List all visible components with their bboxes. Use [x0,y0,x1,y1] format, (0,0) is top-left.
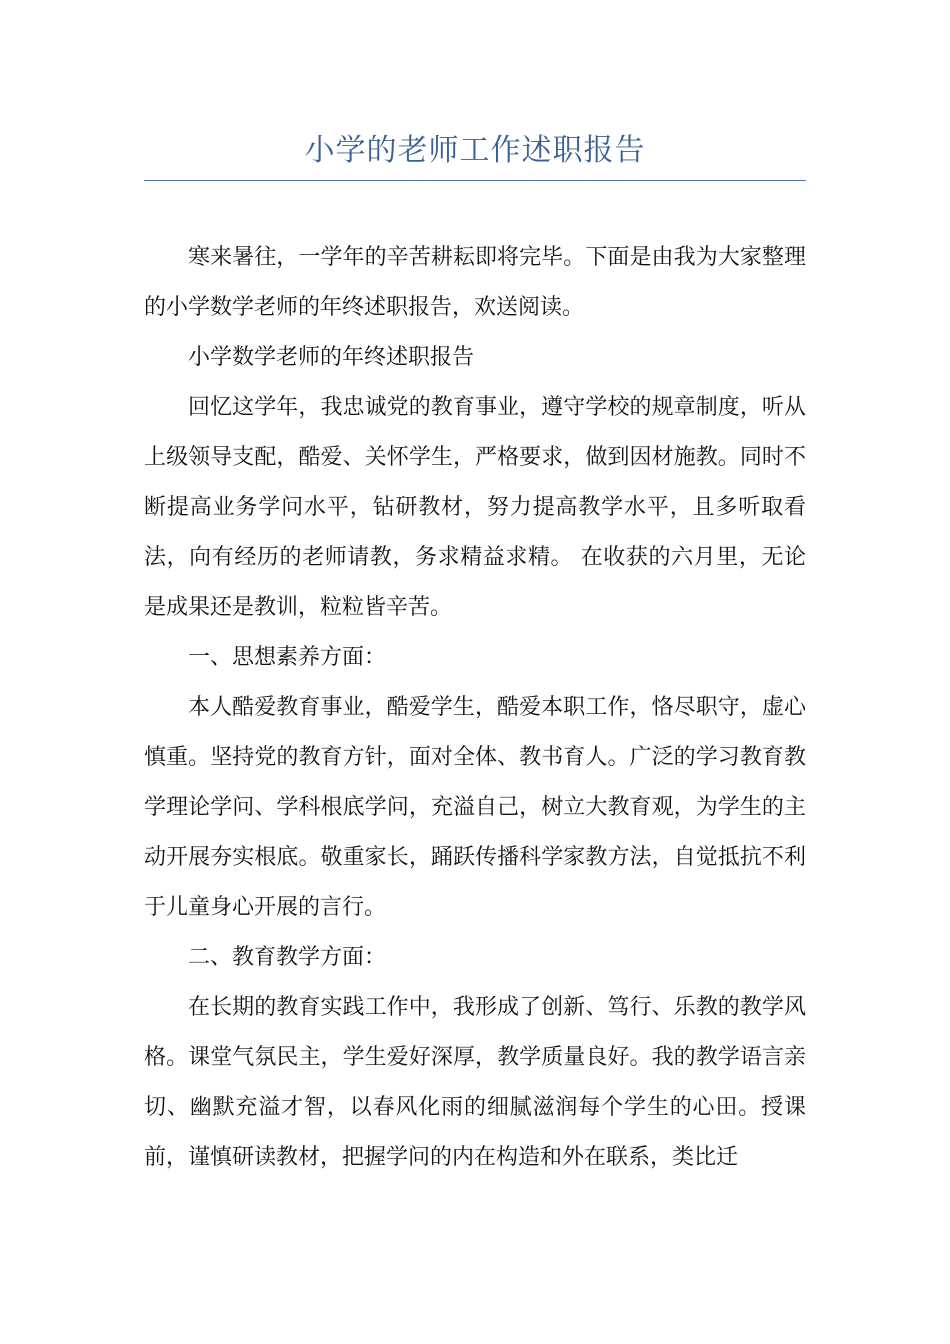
document-body [144,233,806,1183]
paragraph-subtitle: 小学数学老师的年终述职报告 [188,345,475,370]
document-title: 小学的老师工作述职报告 [304,133,646,168]
paragraph-review: 回忆这学年，我忠诚党的教育事业，遵守学校的规章制度，听从上级领导支配，酷爱、关怀学生，严格要求，做到因材施教。同时不断提高业务学问水平，钻研教材，努力提高教学水平，且多听取看法，向有经历的老师请教，务求精益求精。 在收获的六月里，无论是成果还是教训，粒粒皆辛苦。 [144,395,806,620]
paragraph-ideology: 本人酷爱教育事业，酷爱学生，酷爱本职工作，恪尽职守，虚心慎重。坚持党的教育方针，面对全体、教书育人。广泛的学习教育教学理论学问、学科根底学问，充溢自己，树立大教育观，为学生的主动开展夯实根底。敬重家长，踊跃传播科学家教方法，自觉抵抗不利于儿童身心开展的言行。 [144,695,806,920]
title-underline [144,180,806,181]
paragraph-teaching: 在长期的教育实践工作中，我形成了创新、笃行、乐教的教学风格。课堂气氛民主，学生爱好深厚，教学质量良好。我的教学语言亲切、幽默充溢才智，以春风化雨的细腻滋润每个学生的心田。授课前，谨慎研读教材，把握学问的内在构造和外在联系，类比迁 [144,995,806,1170]
paragraph-intro: 寒来暑往，一学年的辛苦耕耘即将完毕。下面是由我为大家整理的小学数学老师的年终述职报告，欢送阅读。 [144,245,806,320]
section-heading-teaching: 二、教育教学方面： [188,945,387,970]
section-heading-ideology: 一、思想素养方面： [188,645,387,670]
